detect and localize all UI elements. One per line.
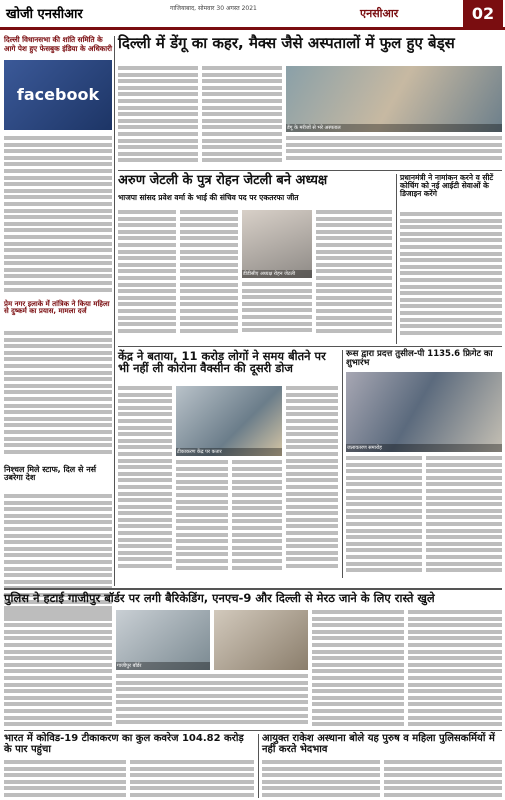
asthana-body-col2 — [384, 760, 502, 798]
left-story-body — [4, 136, 112, 296]
vaccine-photo — [176, 386, 282, 456]
covid-headline: भारत में कोविड-19 टीकाकरण का कुल कवरेज 104.82 करोड़ के पार पहुंचा — [4, 733, 244, 755]
left-subheadline: प्रेम नगर इलाके में तांत्रिक ने किया महिला से दुष्कर्म का प्रयास, मामला दर्ज — [4, 300, 110, 316]
masthead — [0, 0, 505, 30]
vaccine-headline: केंद्र ने बताया, 11 करोड़ लोगों ने समय बीतने पर भी नहीं ली कोरोना वैक्सीन की दूसरी डोज — [118, 349, 326, 376]
lead-headline: दिल्ली में डेंगू का कहर, मैक्स जैसे अस्पतालों में फुल हुए बेड्स — [118, 34, 455, 52]
jaitley-body-col2 — [180, 210, 238, 340]
police-body-col4 — [408, 610, 502, 728]
police-body-col1 — [4, 610, 112, 728]
lead-photo-caption: डेंगू के मरीजों से भरे अस्पताल — [286, 124, 502, 132]
covid-body-col1 — [4, 760, 126, 798]
facebook-logo-image: facebook — [4, 60, 112, 130]
jaitley-body-col4 — [316, 210, 392, 340]
russia-headline: रूस द्वारा प्रदत्त तुसील-पी 1135.6 फ्रिगेट का शुभारंभ — [346, 349, 493, 368]
lead-body-col3 — [286, 136, 502, 166]
police-body-col3 — [312, 610, 404, 728]
vaccine-body-col2 — [176, 460, 228, 576]
left-story-headline: दिल्ली विधानसभा की शांति समिति के आगे पेश हुए फेसबुक इंडिया के अधिकारी — [4, 35, 112, 53]
section-divider-2 — [118, 346, 502, 347]
jaitley-photo-caption: डीडीसीए अध्यक्ष रोहन जेटली — [242, 270, 312, 278]
lead-photo — [286, 66, 502, 132]
covid-body-col2 — [130, 760, 254, 798]
column-divider — [114, 36, 115, 586]
newspaper-logo: खोजी एनसीआर — [6, 7, 83, 22]
section-divider-3 — [4, 588, 502, 590]
vaccine-body-col4 — [286, 386, 338, 576]
lead-body-col1 — [118, 66, 198, 166]
column-divider-3 — [342, 350, 343, 578]
jaitley-body-col1 — [118, 210, 176, 340]
jaitley-headline: अरुण जेटली के पुत्र रोहन जेटली बने अध्यक्ष — [118, 173, 328, 188]
column-divider-4 — [258, 734, 259, 798]
russia-photo-caption: जलावतरण समारोह — [346, 444, 502, 452]
left-sidebar-headline: निश्चल मिले स्टाफ, दिल से नर्स उबरेगा देश — [4, 465, 97, 483]
police-headline: पुलिस ने हटाई गाजीपुर बॉर्डर पर लगी बैरिकेडिंग, एनएच-9 और दिल्ली से मेरठ जाने के लिए रास्ते खुले — [4, 591, 435, 605]
column-divider-right — [396, 174, 397, 344]
section-divider-4 — [4, 730, 502, 731]
police-photo-1 — [116, 610, 210, 670]
police-photo-2 — [214, 610, 308, 670]
police-body-col2 — [116, 674, 308, 728]
vaccine-photo-caption: टीकाकरण केंद्र पर कतार — [176, 448, 282, 456]
jaitley-photo — [242, 210, 312, 278]
left-story — [4, 36, 112, 626]
jaitley-subheadline: भाजपा सांसद प्रवेश वर्मा के भाई की संचिव पद पर एकतरफा जीत — [118, 193, 299, 202]
page-number: 02 — [463, 0, 503, 28]
vaccine-body-col3 — [232, 460, 282, 576]
section-divider — [118, 170, 502, 171]
russia-photo — [346, 372, 502, 452]
section-label: एनसीआर — [360, 7, 399, 20]
dateline: गाजियाबाद, सोमवार 30 अगस्त 2021 — [170, 5, 257, 12]
asthana-headline: आयुक्त राकेश अस्थाना बोले यह पुरुष व महिला पुलिसकर्मियों में नहीं करते भेदभाव — [262, 733, 495, 755]
russia-body-col2 — [426, 456, 502, 576]
right-top-headline: प्रधानमंत्री ने नामांकन करने व सीटें कोचिंग को नई आईटी सेवाओं के डिजाइन करेंगे — [400, 173, 494, 198]
left-sub-body — [4, 331, 112, 461]
police-photo-caption: गाजीपुर बॉर्डर — [116, 662, 210, 670]
right-top-body — [400, 212, 502, 340]
vaccine-body-col1 — [118, 386, 172, 576]
russia-body-col1 — [346, 456, 422, 576]
lead-body-col2 — [202, 66, 282, 166]
asthana-body-col1 — [262, 760, 380, 798]
jaitley-body-col3 — [242, 282, 312, 340]
